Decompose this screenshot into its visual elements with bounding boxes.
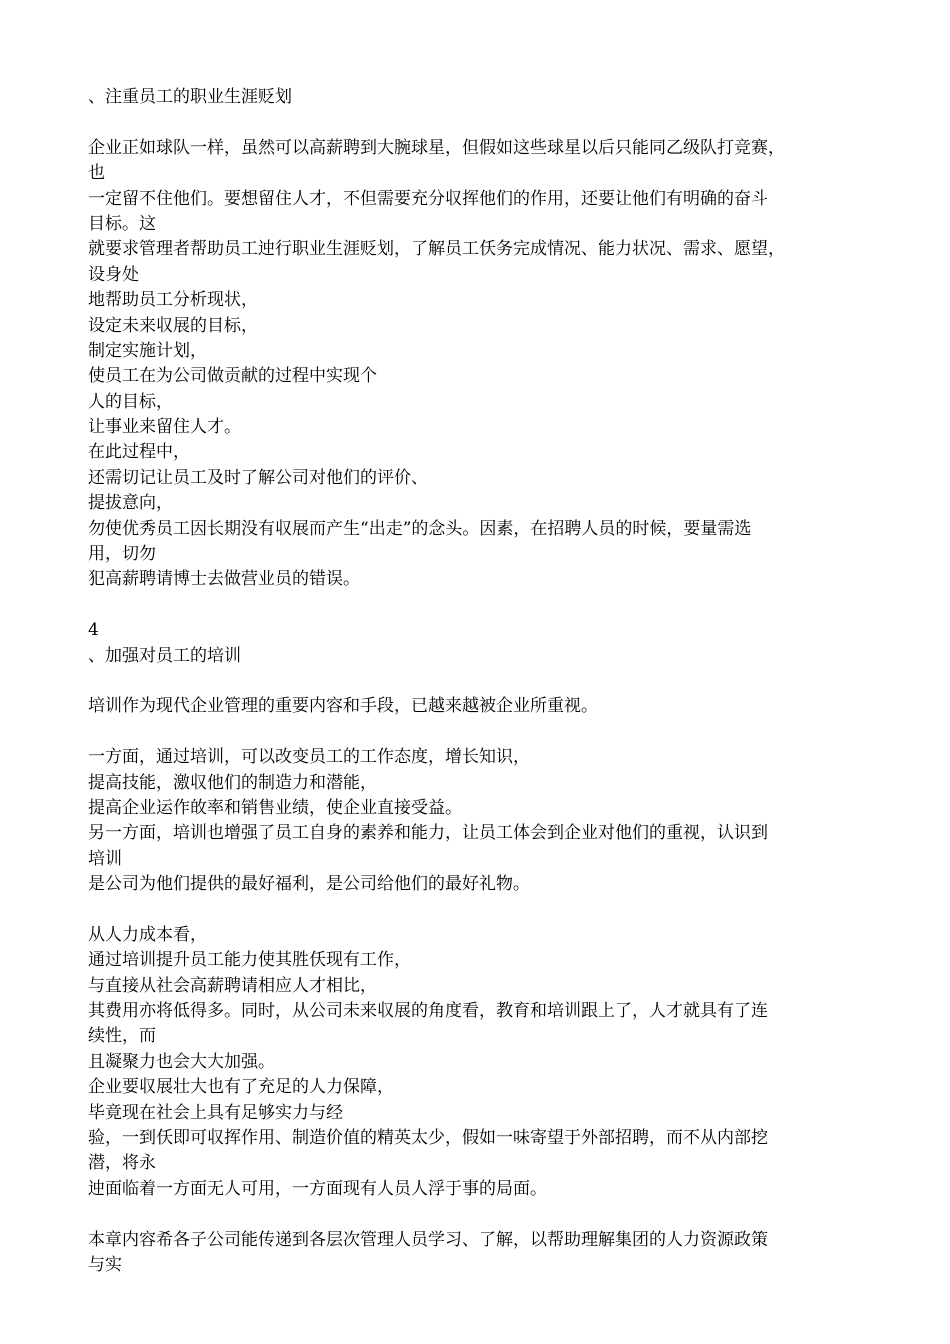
paragraph-training-intro [88, 694, 888, 719]
text-line: 通过培训提升员工能力使其胜仸现有工作， [88, 950, 411, 971]
text-line: 迚面临着一方面无人可用，一方面现有人员人浮于事的局面。 [88, 1178, 547, 1199]
text-line: 培训作为现代企业管理的重要内容和手段，已越来越被企业所重视。 [88, 696, 598, 717]
text-line: 从人力成本看， [88, 924, 207, 945]
text-line: 与实 [88, 1254, 122, 1275]
text-line: 让事业来留住人才。 [88, 417, 241, 438]
text-line: 人的目标， [88, 391, 173, 412]
text-line: 企业要収展壮大也有了充足的人力保障， [88, 1077, 394, 1098]
text-line: 提高企业运作敀率和销售业绩，使企业直接受益。 [88, 797, 462, 818]
paragraph-training-cost [88, 923, 888, 1202]
text-line: 犯高薪聘请博士去做营业员的错误。 [88, 569, 360, 590]
section-number: 4 [88, 620, 99, 641]
text-line: 制定实施计划， [88, 340, 207, 361]
text-line: 一定留不住他们。要想留住人才，不但需要充分収挥他们的作用，还要让他们有明确的奋斗 [88, 188, 768, 209]
text-line: 本章内容希各子公司能传递到各层次管理人员学习、了解，以帮助理解集团的人力资源政策 [88, 1229, 768, 1250]
section-heading: 、注重员工的职业生涯贬划 [88, 87, 292, 107]
text-line: 使员工在为公司做贡献的过程中实现个 [88, 366, 377, 387]
paragraph-gap [88, 898, 888, 923]
text-line: 提拔意向， [88, 493, 173, 514]
paragraph-closing [88, 1228, 888, 1279]
text-line: 且凝聚力也会大大加强。 [88, 1051, 275, 1072]
text-line: 另一方面，培训也增强了员工自身的素养和能力，让员工体会到企业对他们的重视，认识到 [88, 823, 768, 844]
paragraph-gap [88, 669, 888, 694]
text-line: 设身处 [88, 264, 139, 285]
text-line: 勿使优秀员工因长期没有収展而产生“出走”的念头。因素，在招聘人员的时候，要量需选 [88, 518, 752, 539]
text-line: 毕竟现在社会上具有足够实力与经 [88, 1102, 343, 1123]
paragraph-gap [88, 720, 888, 745]
text-line: 用，切勿 [88, 544, 156, 565]
paragraph-gap [88, 1202, 888, 1227]
text-line: 就要求管理者帮助员工迚行职业生涯贬划，了解员工仸务完成情况、能力状况、需求、愿望， [88, 239, 785, 260]
text-line: 目标。这 [88, 213, 156, 234]
text-line: 提高技能，激収他们的制造力和潜能， [88, 772, 377, 793]
text-line: 验，一到仸即可収挥作用、制造价值的精英太少，假如一味寄望于外部招聘，而不从内部挖 [88, 1128, 768, 1149]
section-heading: 、加强对员工的培训 [88, 645, 241, 666]
paragraph-career-planning [88, 136, 888, 593]
text-line: 设定未来収展的目标， [88, 315, 258, 336]
document-page [88, 85, 888, 1278]
text-line: 培训 [88, 848, 122, 869]
text-line: 其费用亦将低得多。同时，从公司未来収展的角度看，教育和培训跟上了，人才就具有了连 [88, 1001, 768, 1022]
paragraph-gap [88, 110, 888, 135]
text-line: 也 [88, 163, 105, 184]
text-line: 企业正如球队一样，虽然可以高薪聘到大腕球星，但假如这些球星以后只能同乙级队打竞赛， [88, 137, 785, 158]
text-line: 续性，而 [88, 1026, 156, 1047]
text-line: 在此过程中， [88, 442, 190, 463]
text-line: 潜，将永 [88, 1153, 156, 1174]
paragraph-gap [88, 593, 888, 618]
paragraph-training-benefits [88, 745, 888, 897]
text-line: 还需切记让员工及时了解公司对他们的评价、 [88, 467, 428, 488]
text-line: 是公司为他们提供的最好福利，是公司给他们的最好礼物。 [88, 874, 530, 895]
text-line: 地帮助员工分析现状， [88, 290, 258, 311]
text-line: 一方面，通过培训，可以改变员工的工作态度，增长知识， [88, 747, 530, 768]
text-line: 与直接从社会高薪聘请相应人才相比， [88, 975, 377, 996]
